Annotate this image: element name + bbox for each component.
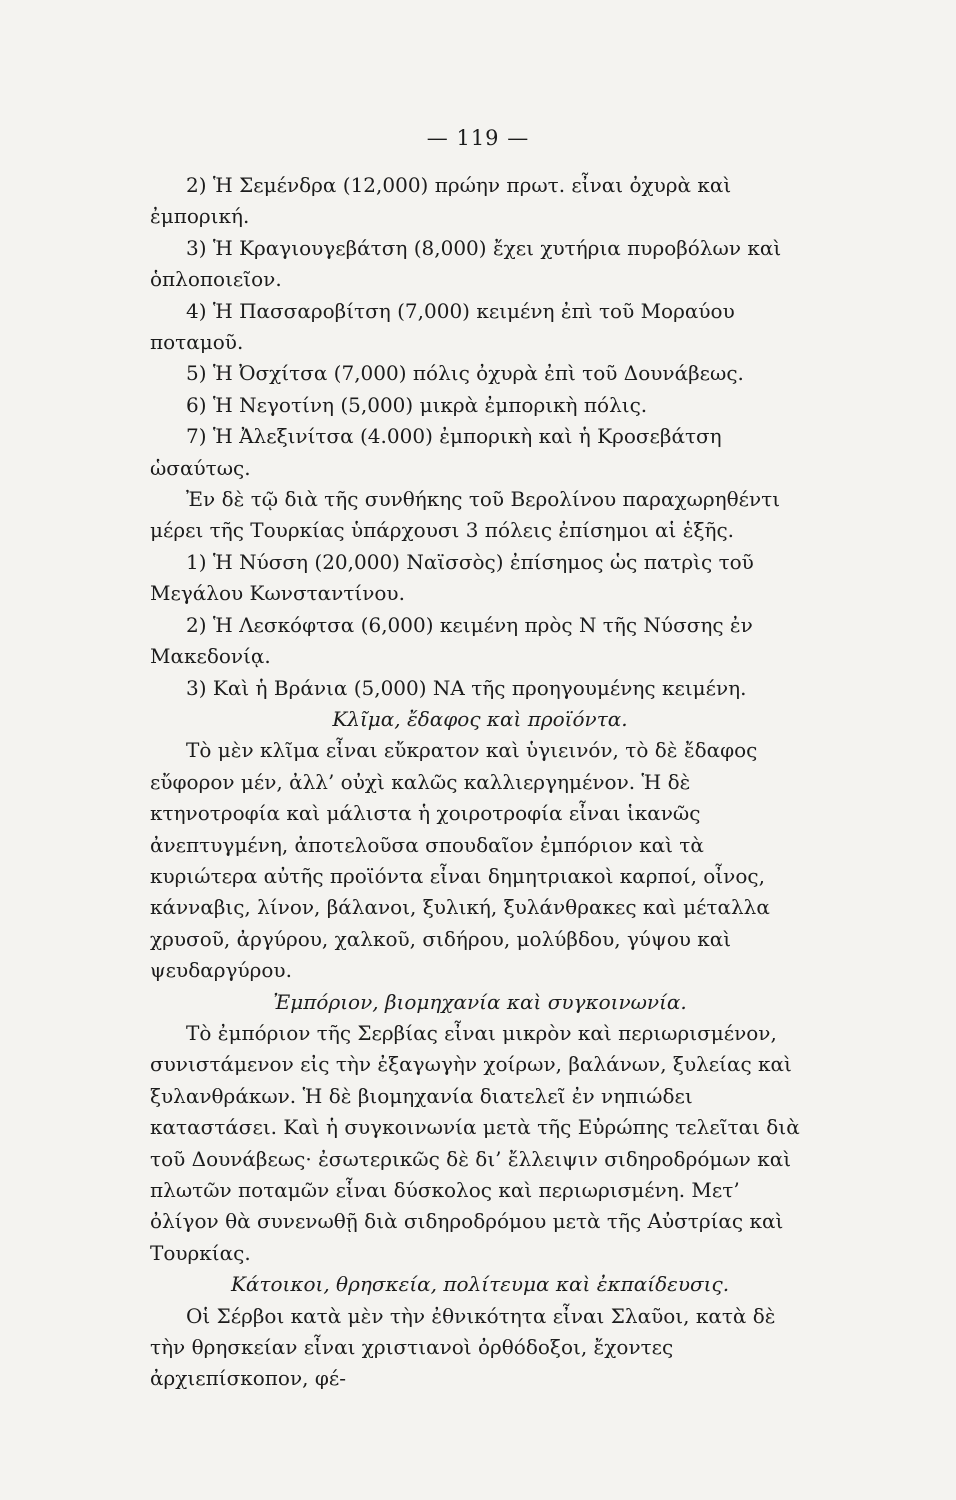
paragraph-alexinitsa: 7) Ἡ Ἀλεξινίτσα (4.000) ἐμπορικὴ καὶ ἡ Κροσεβάτση ὡσαύτως.: [150, 424, 722, 480]
section-heading-commerce: Ἐμπόριον, βιομηχανία καὶ συγκοινωνία.: [273, 989, 687, 1014]
section-heading-climate: Κλῖμα, ἔδαφος καὶ προϊόντα.: [332, 706, 628, 731]
paragraph-vrania: 3) Καὶ ἡ Βράνια (5,000) ΝΑ τῆς προηγουμένης κειμένη.: [186, 675, 747, 700]
section-heading-inhabitants: Κάτοικοι, θρησκεία, πολίτευμα καὶ ἐκπαίδευσις.: [230, 1272, 730, 1297]
paragraph-leskoftsa: 2) Ἡ Λεσκόφτσα (6,000) κειμένη πρὸς Ν τῆς Νύσσης ἐν Μακεδονίᾳ.: [150, 612, 753, 669]
paragraph-commerce: Τὸ ἐμπόριον τῆς Σερβίας εἶναι μικρὸν καὶ περιωρισμένον, συνιστάμενον εἰς τὴν ἐξαγωγὴν χοίρων, βαλάνων, ξυλείας καὶ ξυλανθράκων. Ἡ δὲ βιομηχανία διατελεῖ ἐν νηπιώδει καταστάσει. Καὶ ἡ συγκοινωνία μετὰ τῆς Εὐρώπης τελεῖται διὰ τοῦ Δουνάβεως· ἐσωτερικῶς δὲ δι’ ἔλλειψιν σιδηροδρόμων καὶ πλωτῶν ποταμῶν εἶναι δύσκολος καὶ περιωρισμένη. Μετ’ ὀλίγον θὰ συνενωθῇ διὰ σιδηροδρόμου μετὰ τῆς Αὐστρίας καὶ Τουρκίας.: [150, 1020, 800, 1265]
paragraph-nyssi: 1) Ἡ Νύσση (20,000) Ναϊσσὸς) ἐπίσημος ὡς πατρὶς τοῦ Μεγάλου Κωνσταντίνου.: [150, 549, 754, 606]
page-number: — 119 —: [426, 126, 530, 150]
paragraph-oschitsa: 5) Ἡ Ὀσχίτσα (7,000) πόλις ὀχυρὰ ἐπὶ τοῦ Δουνάβεως.: [186, 361, 744, 386]
paragraph-climate: Τὸ μὲν κλῖμα εἶναι εὔκρατον καὶ ὑγιεινόν, τὸ δὲ ἔδαφος εὔφορον μέν, ἀλλ’ οὐχὶ καλῶς καλλιεργημένον. Ἡ δὲ κτηνοτροφία καὶ μάλιστα ἡ χοιροτροφία εἶναι ἱκανῶς ἀνεπτυγμένη, ἀποτελοῦσα σπουδαῖον ἐμπόριον καὶ τὰ κυριώτερα αὐτῆς προϊόντα εἶναι δημητριακοὶ καρποί, οἶνος, κάνναβις, λίνον, βάλανοι, ξυλική, ξυλάνθρακες καὶ μέταλλα χρυσοῦ, ἀργύρου, χαλκοῦ, σιδήρου, μολύβδου, γύψου καὶ ψευδαργύρου.: [150, 738, 770, 983]
paragraph-passarovitsi: 4) Ἡ Πασσαροβίτση (7,000) κειμένη ἐπὶ τοῦ Μοραύου ποταμοῦ.: [150, 298, 735, 355]
text-body: [150, 170, 810, 1395]
paragraph-inhabitants: Οἱ Σέρβοι κατὰ μὲν τὴν ἐθνικότητα εἶναι Σλαῦοι, κατὰ δὲ τὴν θρησκείαν εἶναι χριστιανοὶ ὀρθόδοξοι, ἔχοντες ἀρχιεπίσκοπον, φέ-: [150, 1303, 776, 1391]
paragraph-semendra: 2) Ἡ Σεμένδρα (12,000) πρώην πρωτ. εἶναι ὀχυρὰ καὶ ἐμπορική.: [150, 173, 732, 229]
paragraph-kragiougevatsi: 3) Ἡ Κραγιουγεβάτση (8,000) ἔχει χυτήρια πυροβόλων καὶ ὁπλοποιεῖον.: [150, 235, 782, 292]
paragraph-negotini: 6) Ἡ Νεγοτίνη (5,000) μικρὰ ἐμπορικὴ πόλις.: [186, 392, 648, 417]
paragraph-berlin-treaty: Ἐν δὲ τῷ διὰ τῆς συνθήκης τοῦ Βερολίνου παραχωρηθέντι μέρει τῆς Τουρκίας ὑπάρχουσι 3 πόλεις ἐπίσημοι αἱ ἑξῆς.: [150, 487, 781, 543]
